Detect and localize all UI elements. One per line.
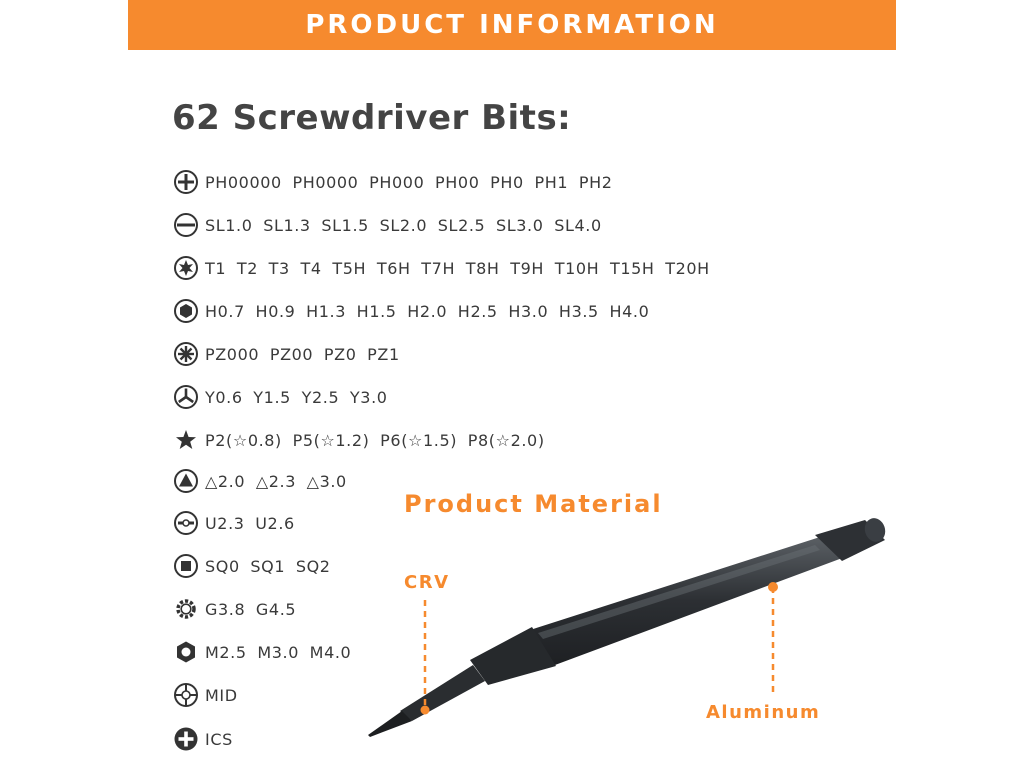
aluminum-marker-dot — [768, 582, 778, 592]
bit-row-hex — [173, 297, 649, 325]
bit-row-text: G3.8 G4.5 — [205, 599, 297, 619]
gear-icon — [173, 596, 199, 622]
phillips-icon — [173, 169, 199, 195]
bit-row-text: SL1.0 SL1.3 SL1.5 SL2.0 SL2.5 SL3.0 SL4.0 — [205, 215, 602, 235]
bit-row-triangle — [173, 467, 347, 495]
bit-row-u-type — [173, 509, 295, 537]
slotted-icon — [173, 212, 199, 238]
bit-row-phillips — [173, 168, 613, 196]
hex-nut-icon — [173, 639, 199, 665]
bit-row-text: ICS — [205, 729, 233, 749]
crv-label: CRV — [404, 572, 450, 593]
bit-row-square — [173, 552, 331, 580]
mid-icon — [173, 682, 199, 708]
bit-row-torx — [173, 254, 710, 282]
pozidriv-icon — [173, 341, 199, 367]
square-icon — [173, 553, 199, 579]
aluminum-label: Aluminum — [706, 702, 821, 723]
crv-marker-dot — [421, 706, 430, 715]
bit-row-text: △2.0 △2.3 △3.0 — [205, 471, 347, 491]
bit-row-pozidriv — [173, 340, 400, 368]
pentalobe-star-icon — [173, 427, 199, 453]
torx-icon — [173, 255, 199, 281]
bit-row-text: M2.5 M3.0 M4.0 — [205, 642, 352, 662]
product-material-title: Product Material — [404, 490, 663, 518]
page-heading: 62 Screwdriver Bits: — [172, 98, 572, 138]
triangle-icon — [173, 468, 199, 494]
bit-row-hex-nut — [173, 638, 351, 666]
u-type-icon — [173, 510, 199, 536]
bit-row-pentalobe — [173, 426, 545, 454]
bit-row-tri-wing — [173, 383, 388, 411]
bit-row-ics — [173, 725, 233, 753]
bit-row-text: MID — [205, 685, 238, 705]
tri-wing-y-icon — [173, 384, 199, 410]
bit-row-slotted — [173, 211, 602, 239]
screwdriver-illustration — [360, 515, 900, 745]
bit-row-text: SQ0 SQ1 SQ2 — [205, 556, 331, 576]
ics-cross-icon — [173, 726, 199, 752]
bit-row-text: Y0.6 Y1.5 Y2.5 Y3.0 — [205, 387, 388, 407]
product-information-banner — [128, 0, 896, 50]
bit-row-text: U2.3 U2.6 — [205, 513, 295, 533]
bit-row-text: PZ000 PZ00 PZ0 PZ1 — [205, 344, 400, 364]
bit-row-text: T1 T2 T3 T4 T5H T6H T7H T8H T9H T10H T15H T20H — [205, 258, 710, 278]
hex-icon — [173, 298, 199, 324]
bit-row-gear — [173, 595, 296, 623]
bit-row-text: P2(☆0.8) P5(☆1.2) P6(☆1.5) P8(☆2.0) — [205, 430, 545, 450]
bit-row-mid — [173, 681, 238, 709]
bit-row-text: H0.7 H0.9 H1.3 H1.5 H2.0 H2.5 H3.0 H3.5 H4.0 — [205, 301, 650, 321]
bit-row-text: PH00000 PH0000 PH000 PH00 PH0 PH1 PH2 — [205, 172, 613, 192]
banner-title: PRODUCT INFORMATION — [305, 10, 719, 40]
